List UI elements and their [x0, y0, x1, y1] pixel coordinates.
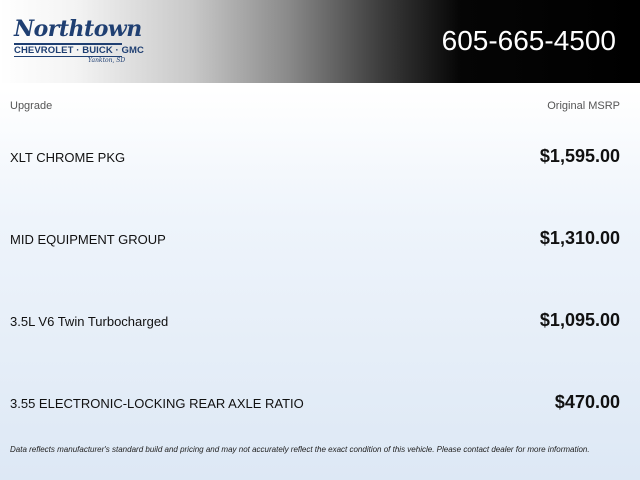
column-header-msrp: Original MSRP	[547, 100, 620, 112]
header-banner	[0, 0, 640, 83]
disclaimer-text: Data reflects manufacturer's standard build and pricing and may not accurately reflect the exact condition of this vehicle. Please contact dealer for more information.	[10, 445, 590, 454]
upgrade-price: $1,595.00	[539, 146, 620, 166]
column-header-upgrade: Upgrade	[10, 100, 53, 112]
upgrade-price: $1,310.00	[539, 228, 620, 248]
upgrade-name: 3.5L V6 Twin Turbocharged	[10, 314, 169, 329]
dealer-logo[interactable]	[12, 16, 145, 68]
upgrade-name: 3.55 ELECTRONIC-LOCKING REAR AXLE RATIO	[10, 396, 304, 411]
logo-name: Northtown	[14, 16, 142, 42]
upgrade-name: XLT CHROME PKG	[10, 150, 126, 165]
logo-brands: CHEVROLET · BUICK · GMC	[14, 45, 145, 56]
upgrade-name: MID EQUIPMENT GROUP	[10, 232, 166, 247]
logo-city: Yankton, SD	[88, 57, 126, 64]
upgrade-price: $470.00	[554, 392, 620, 412]
upgrade-price: $1,095.00	[539, 310, 620, 330]
phone-number[interactable]: 605-665-4500	[441, 25, 616, 56]
